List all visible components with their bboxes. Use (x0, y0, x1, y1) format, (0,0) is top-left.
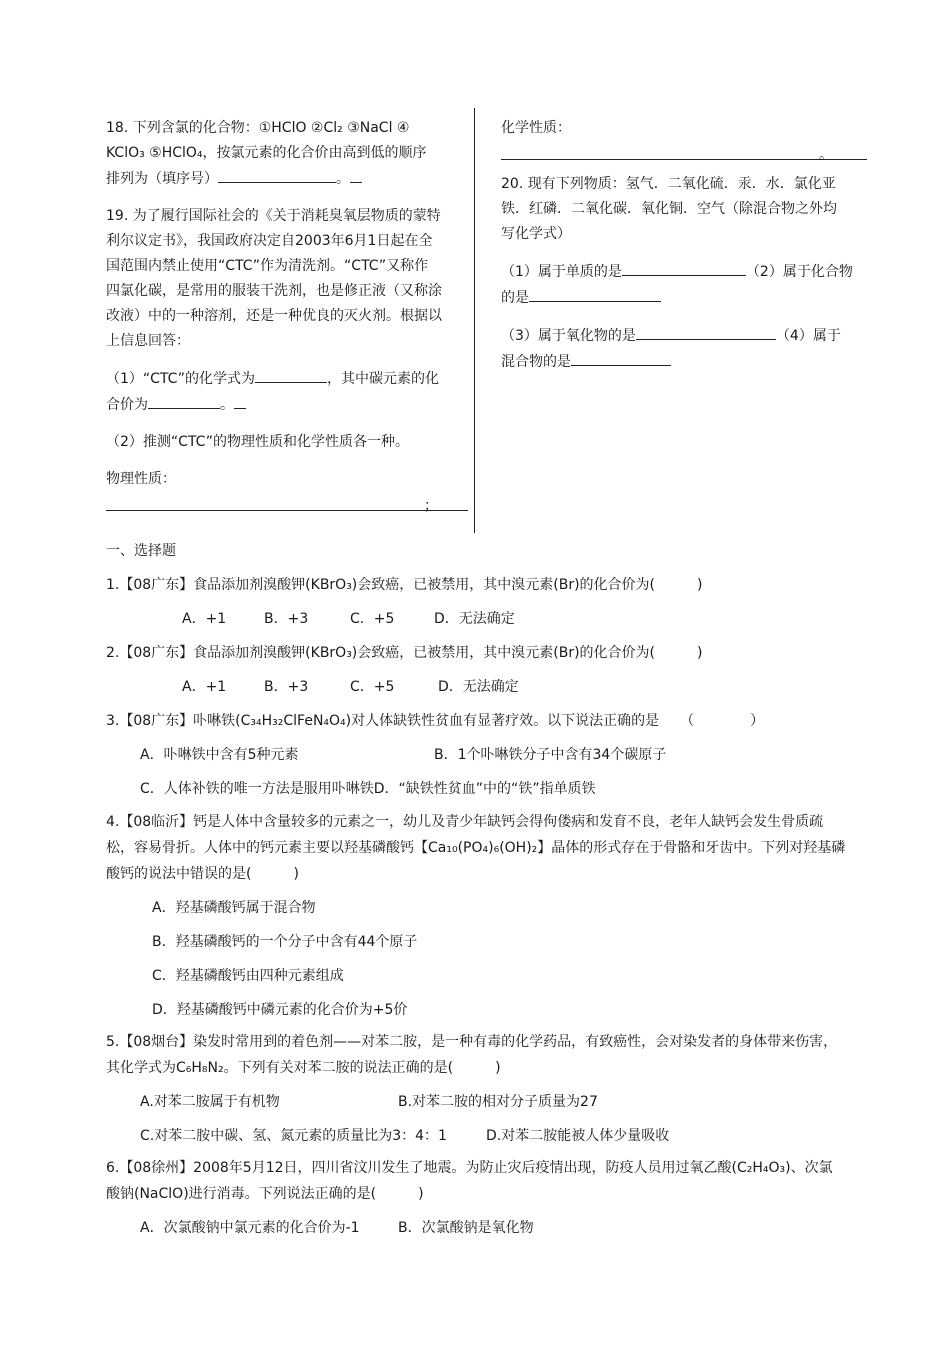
question-1-options (106, 602, 896, 636)
q19-1-continue: ，其中碳元素的化 (326, 371, 439, 387)
q18-line1: 18. 下列含氯的化合物：①HClO ②Cl₂ ③NaCl ④ (106, 120, 410, 136)
question-3-options-ab (106, 738, 896, 772)
right-column (501, 116, 867, 375)
q1-option-c[interactable]: C．+5 (350, 611, 395, 627)
q3-text: 3.【08广东】卟啉铁(C₃₄H₃₂ClFeN₄O₄)对人体缺铁性贫血有显著疗效。以下说法正确的是 （ ） (106, 713, 765, 729)
question-18 (106, 116, 468, 192)
q4-option-a[interactable]: A．羟基磷酸钙属于混合物 (152, 900, 316, 916)
q20-line2: 铁．红磷．二氧化碳．氧化铜．空气（除混合物之外均 (501, 201, 837, 217)
q18-tail-blank (350, 166, 362, 183)
chemical-property-answer-line[interactable] (501, 141, 867, 163)
multiple-choice-section (106, 534, 896, 1245)
q4-option-c[interactable]: C．羟基磷酸钙由四种元素组成 (152, 968, 344, 984)
q20-mixtures-blank[interactable] (571, 349, 671, 366)
q6-options-ab (106, 1211, 896, 1245)
q19-valence-blank[interactable] (148, 392, 220, 409)
q2-option-c[interactable]: C．+5 (350, 679, 395, 695)
q20-line1: 20. 现有下列物质：氢气．二氧化硫．汞．水．氯化亚 (501, 176, 836, 192)
q18-answer-blank[interactable] (218, 166, 336, 183)
q20-compounds-blank[interactable] (529, 285, 661, 302)
chemical-end: 。 (819, 147, 833, 163)
q2-option-a[interactable]: A．+1 (182, 679, 227, 695)
q5-option-a[interactable]: A.对苯二胺属于有机物 (140, 1094, 280, 1110)
q6-option-a[interactable]: A．次氯酸钠中氯元素的化合价为-1 (140, 1220, 360, 1236)
q18-end: 。 (336, 171, 350, 187)
q20-2-prompt: （2）属于化合物 (745, 264, 853, 280)
q19-1-valence-label: 合价为 (106, 397, 148, 413)
q19-line3: 国范围内禁止使用“CTC”作为清洗剂。“CTC”又称作 (106, 258, 429, 274)
left-column (106, 116, 468, 514)
q5-line2: 其化学式为C₆H₈N₂。下列有关对苯二胺的说法正确的是( ) (106, 1060, 501, 1076)
q4-line3: 酸钙的说法中错误的是( ) (106, 866, 299, 882)
q1-text: 1.【08广东】食品添加剂溴酸钾(KBrO₃)会致癌，已被禁用，其中溴元素(Br)的化合价为( ) (106, 577, 703, 593)
q5-option-c[interactable]: C.对苯二胺中碳、氢、氮元素的质量比为3：4：1 (140, 1128, 447, 1144)
q20-1-prompt: （1）属于单质的是 (501, 264, 622, 280)
question-20-part3-4 (501, 323, 867, 375)
q5-option-d[interactable]: D.对苯二胺能被人体少量吸收 (486, 1128, 670, 1144)
q5-option-b[interactable]: B.对苯二胺的相对分子质量为27 (398, 1094, 598, 1110)
question-20-part1-2 (501, 259, 867, 311)
q20-2-continue: 的是 (501, 290, 529, 306)
section-title: 一、选择题 (106, 543, 176, 559)
q6-option-b[interactable]: B．次氯酸钠是氧化物 (398, 1220, 534, 1236)
question-3 (106, 704, 896, 738)
question-5 (106, 1029, 896, 1081)
q20-line3: 写化学式） (501, 226, 571, 242)
q2-text: 2.【08广东】食品添加剂溴酸钾(KBrO₃)会致癌，已被禁用，其中溴元素(Br)的化合价为( ) (106, 645, 703, 661)
q20-4-continue: 混合物的是 (501, 354, 571, 370)
q4-option-c-row (106, 959, 896, 993)
question-2 (106, 636, 896, 670)
q5-options-ab (106, 1085, 896, 1119)
q20-4-prompt: （4）属于 (775, 328, 841, 344)
q20-3-prompt: （3）属于氧化物的是 (501, 328, 636, 344)
q6-line1: 6.【08徐州】2008年5月12日，四川省汶川发生了地震。为防止灾后疫情出现，防疫人员用过氧乙酸(C₂H₄O₃)、次氯 (106, 1160, 833, 1176)
q2-option-d[interactable]: D．无法确定 (438, 679, 519, 695)
q18-line3: 排列为（填序号） (106, 171, 218, 187)
q20-elements-blank[interactable] (622, 259, 746, 276)
q18-line2: KClO₃ ⑤HClO₄，按氯元素的化合价由高到低的顺序 (106, 145, 427, 161)
question-2-options (106, 670, 896, 704)
physical-property-answer-line[interactable] (106, 492, 468, 514)
question-19-part1 (106, 366, 468, 418)
q4-option-a-row (106, 891, 896, 925)
q3-option-b[interactable]: B．1个卟啉铁分子中含有34个碳原子 (434, 747, 667, 763)
question-19-part2: （2）推测“CTC”的物理性质和化学性质各一种。 (106, 434, 409, 450)
q19-1-prompt: （1）“CTC”的化学式为 (106, 371, 255, 387)
question-1 (106, 568, 896, 602)
q19-formula-blank[interactable] (255, 366, 327, 383)
q4-option-d[interactable]: D．羟基磷酸钙中磷元素的化合价为+5价 (152, 1002, 408, 1018)
q6-line2: 酸钠(NaClO)进行消毒。下列说法正确的是( ) (106, 1186, 424, 1202)
q19-line6: 上信息回答： (106, 333, 190, 349)
q19-line2: 利尔议定书》，我国政府决定自2003年6月1日起在全 (106, 233, 433, 249)
q1-option-b[interactable]: B．+3 (264, 611, 309, 627)
q1-option-d[interactable]: D．无法确定 (434, 611, 515, 627)
q3-option-cd[interactable]: C．人体补铁的唯一方法是服用卟啉铁D．“缺铁性贫血”中的“铁”指单质铁 (140, 781, 596, 797)
question-20 (501, 172, 867, 247)
q4-line2: 松，容易骨折。人体中的钙元素主要以羟基磷酸钙【Ca₁₀(PO₄)₆(OH)₂】晶体的形式存在于骨骼和牙齿中。下列对羟基磷 (106, 840, 846, 856)
q1-option-a[interactable]: A．+1 (182, 611, 227, 627)
q5-options-cd (106, 1119, 896, 1153)
question-6 (106, 1155, 896, 1207)
q4-option-b[interactable]: B．羟基磷酸钙的一个分子中含有44个原子 (152, 934, 418, 950)
physical-end: ； (424, 498, 438, 514)
q19-line4: 四氯化碳，是常用的服装干洗剂，也是修正液（又称涂 (106, 283, 442, 299)
q4-line1: 4.【08临沂】钙是人体中含量较多的元素之一，幼儿及青少年缺钙会得佝偻病和发育不良，老年人缺钙会发生骨质疏 (106, 814, 824, 830)
q19-1-tail-blank (234, 392, 246, 409)
q19-line5: 改液）中的一种溶剂，还是一种优良的灭火剂。根据以 (106, 308, 442, 324)
q19-line1: 19. 为了履行国际社会的《关于消耗臭氧层物质的蒙特 (106, 208, 441, 224)
q20-oxides-blank[interactable] (636, 323, 776, 340)
q3-option-a[interactable]: A．卟啉铁中含有5种元素 (140, 747, 299, 763)
q4-option-b-row (106, 925, 896, 959)
chemical-property-label: 化学性质： (501, 120, 571, 136)
q4-option-d-row (106, 993, 896, 1027)
physical-property-label: 物理性质： (106, 471, 176, 487)
question-4 (106, 809, 896, 887)
section-title-row (106, 534, 896, 568)
question-19 (106, 204, 468, 354)
q5-line1: 5.【08烟台】染发时常用到的着色剂——对苯二胺，是一种有毒的化学药品，有致癌性，会对染发者的身体带来伤害， (106, 1034, 838, 1050)
q2-option-b[interactable]: B．+3 (264, 679, 309, 695)
q19-1-end: 。 (220, 397, 234, 413)
question-3-options-cd (106, 772, 896, 806)
column-divider (474, 108, 475, 533)
